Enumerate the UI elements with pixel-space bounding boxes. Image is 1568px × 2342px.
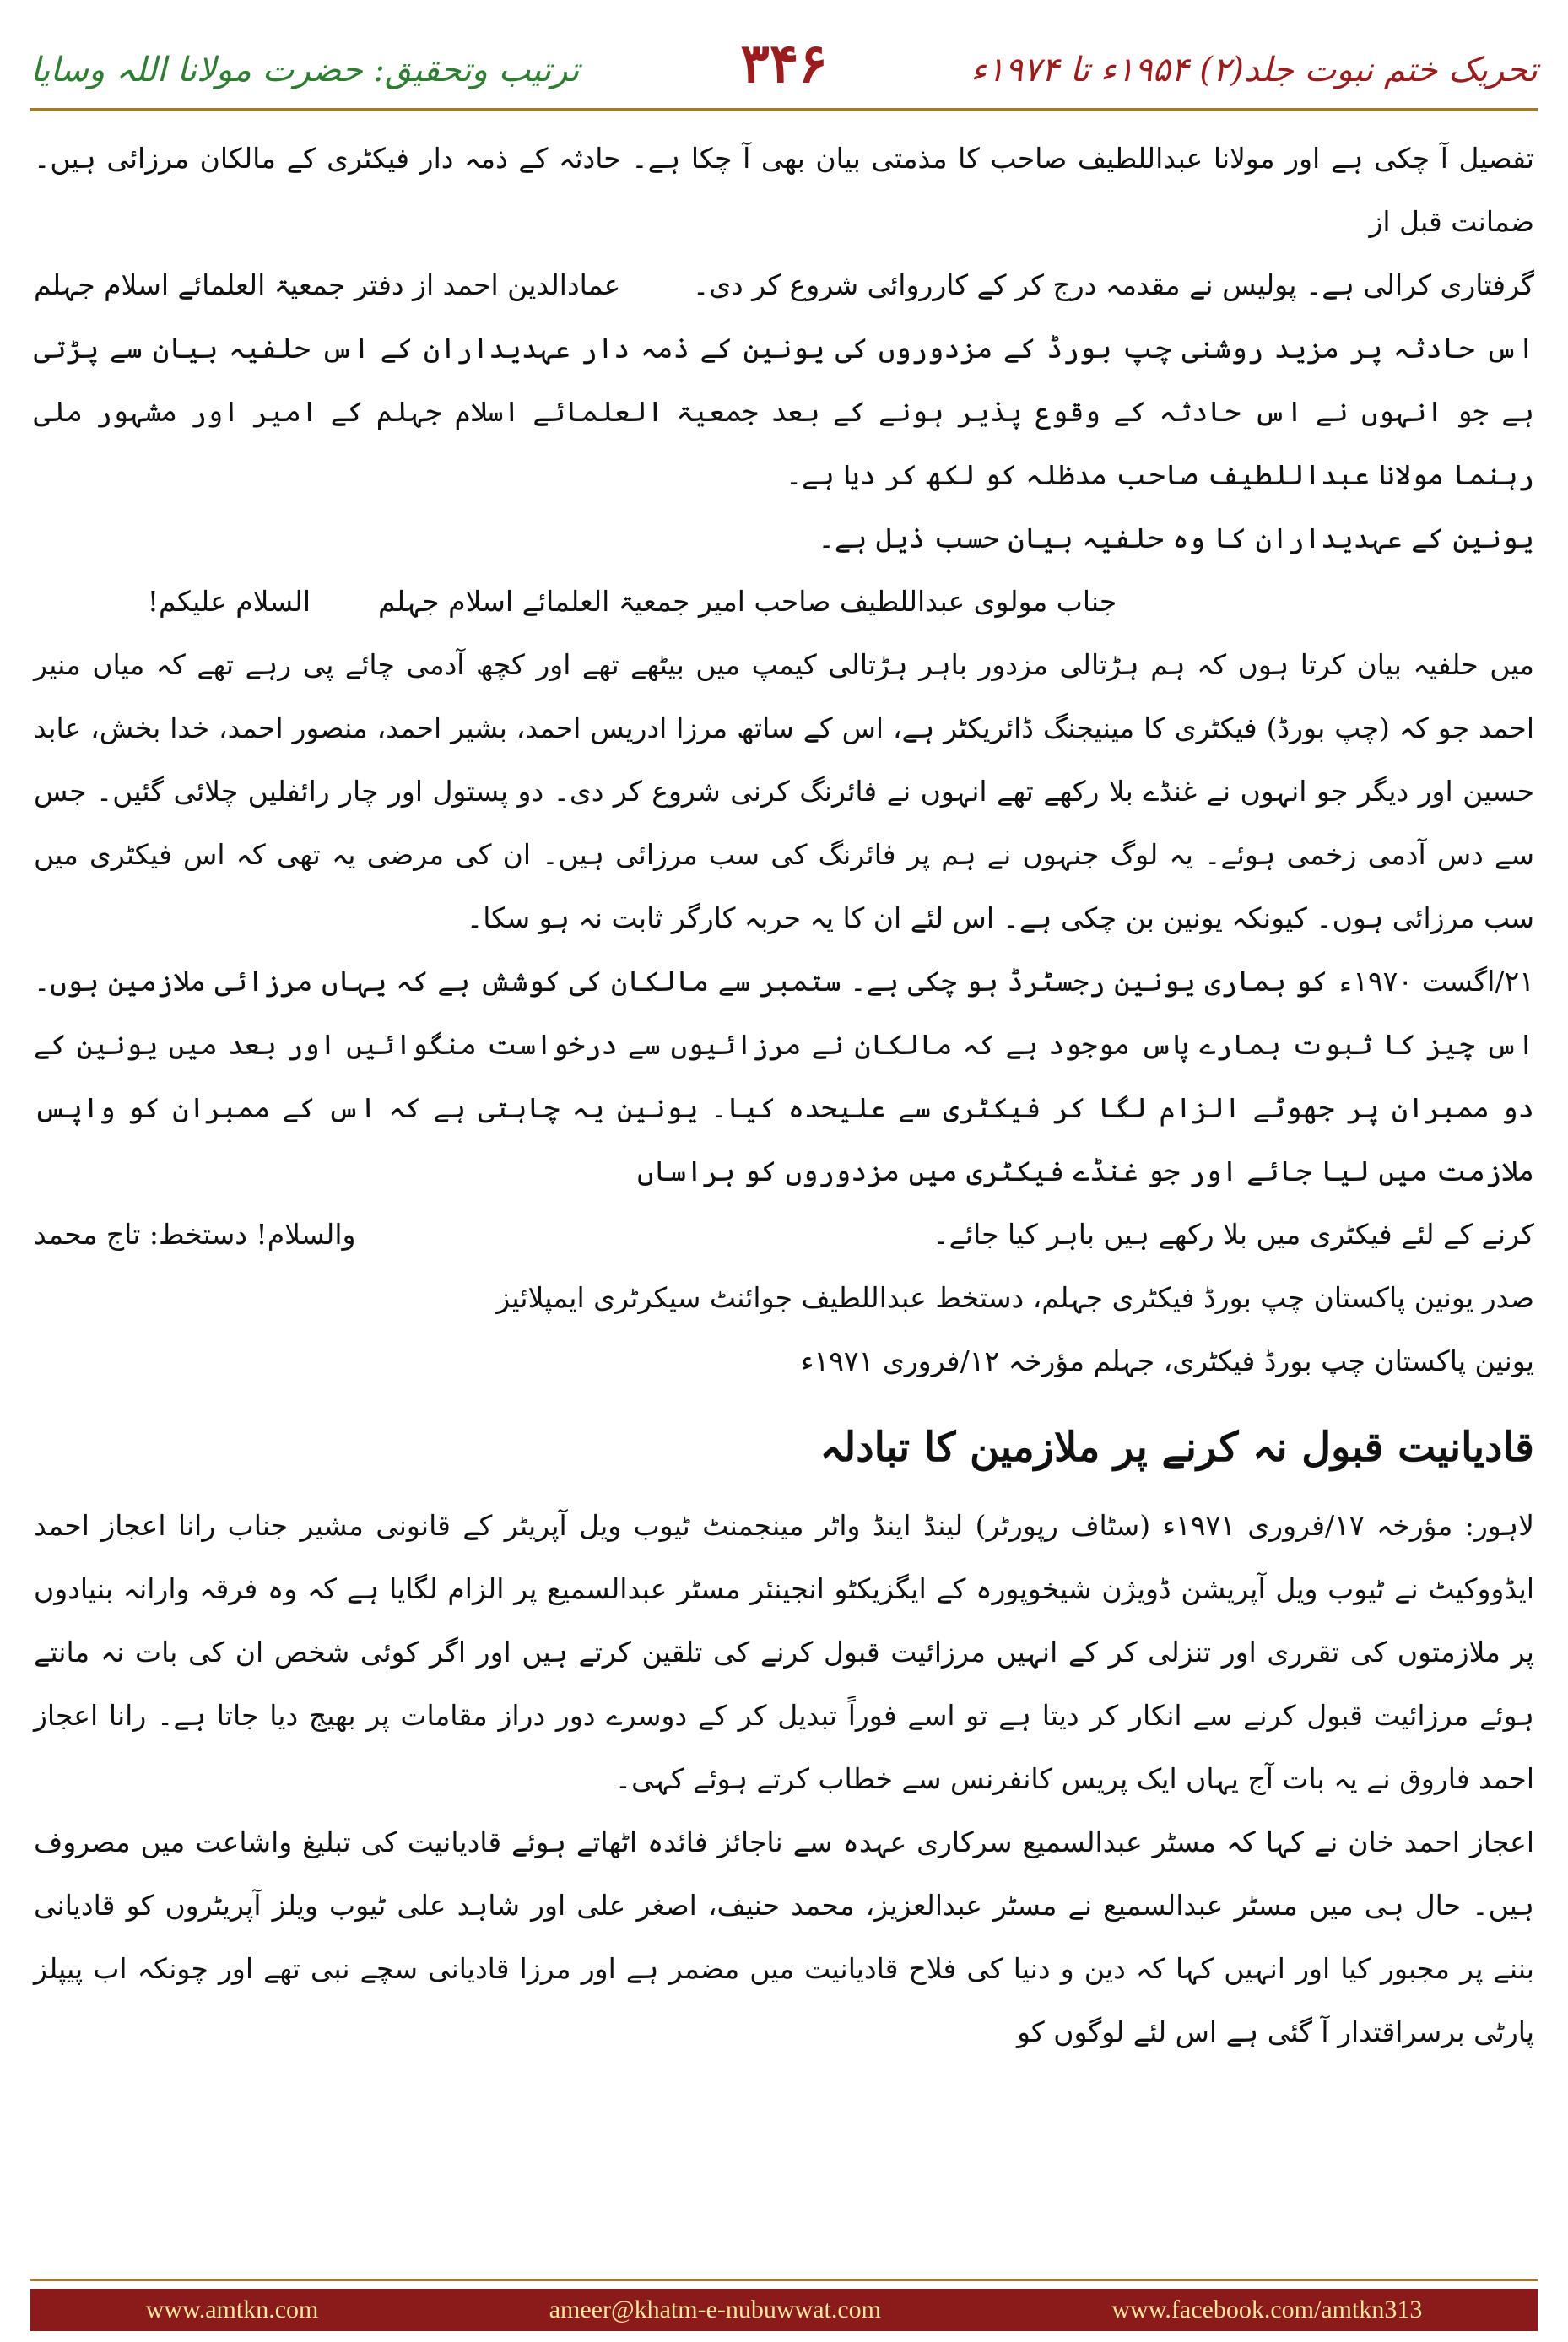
paragraph-6: ۲۱/اگست ۱۹۷۰ء کو ہماری یونین رجسٹرڈ ہو چکی ہے۔ ستمبر سے مالکان کی کوشش ہے کہ یہاں مرزائی ملازمین ہوں۔ اس چیز کا ثبوت ہمارے پاس موجود ہے کہ مالکان نے مرزائیوں سے درخواست منگوائیں اور بعد میں یونین کے دو ممبران پر جھوٹے الزام لگا کر فیکٹری سے علیحدہ کیا۔ یونین یہ چاہتی ہے کہ اس کے ممبران کو واپس ملازمت میں لیا جائے اور جو غنڈے فیکٹری میں مزدوروں کو ہراساں (34, 965, 1534, 1187)
compiler-credit: ترتیب وتحقیق: حضرت مولانا اللہ وسایا (30, 51, 580, 89)
page-header (30, 19, 1538, 120)
page-body (34, 127, 1534, 2249)
paragraph-9: اعجاز احمد خان نے کہا کہ مسٹر عبدالسمیع سرکاری عہدہ سے ناجائز فائدہ اٹھاتے ہوئے قادیانیت کی تبلیغ واشاعت میں مصروف ہیں۔ حال ہی میں مسٹر عبدالسمیع نے مسٹر عبدالعزیز، محمد حنیف، اصغر علی اور شاہد علی ٹیوب ویلز آپریٹروں کو قادیانی بننے پر مجبور کیا اور انہیں کہا کہ دین و دنیا کی فلاح قادیانیت میں مضمر ہے اور مرزا قادیانی سچے نبی تھے اور چونکہ اب پیپلز پارٹی برسراقتدار آ گئی ہے اس لئے لوگوں کو (34, 1825, 1534, 2048)
salutation-greeting: السلام علیکم! (147, 585, 311, 618)
header-divider (30, 108, 1538, 111)
website-link[interactable]: www.amtkn.com (145, 2296, 319, 2323)
paragraph-4: یونین کے عہدیداران کا وہ حلفیہ بیان حسب ذیل ہے۔ (818, 522, 1534, 554)
facebook-link[interactable]: www.facebook.com/amtkn313 (1111, 2296, 1423, 2323)
paragraph-7-text: کرنے کے لئے فیکٹری میں بلا رکھے ہیں باہر کیا جائے۔ (933, 1218, 1534, 1251)
paragraph-2-signature: عمادالدین احمد از دفتر جمعیۃ العلمائے اسلام جہلم (34, 268, 621, 301)
paragraph-8: لاہور: مؤرخہ ۱۷/فروری ۱۹۷۱ء (سٹاف رپورٹر) لینڈ اینڈ واٹر مینجمنٹ ٹیوب ویل آپریٹر کے قانونی مشیر جناب رانا اعجاز احمد ایڈووکیٹ نے ٹیوب ویل آپریشن ڈویژن شیخوپورہ کے ایگزیکٹو انجینئر مسٹر عبدالسمیع پر الزام لگایا ہے کہ وہ فرقہ وارانہ بنیادوں پر ملازمتوں کی تقرری اور تنزلی کر کے انہیں مرزائیت قبول کرنے کی تلقین کرتے ہیں اور اگر کوئی شخص ان کی بات نہ مانتے ہوئے مرزائیت قبول کرنے سے انکار کر دیتا ہے تو اسے فوراً تبدیل کر کے دوسرے دور دراز مقامات پر بھیج دیا جاتا ہے۔ رانا اعجاز احمد فاروق نے یہ بات آج یہاں ایک پریس کانفرنس سے خطاب کرتے ہوئے کہی۔ (34, 1509, 1535, 1795)
paragraph-7 (34, 1203, 1534, 1266)
email-link[interactable]: ameer@khatm-e-nubuwwat.com (549, 2296, 882, 2323)
signature-line-1: صدر یونین پاکستان چپ بورڈ فیکٹری جہلم، دستخط عبداللطیف جوائنٹ سیکرٹری ایمپلائیز (496, 1281, 1534, 1314)
paragraph-7-signature: والسلام! دستخط: تاج محمد (34, 1218, 356, 1251)
book-title: تحریک ختم نبوت جلد(۲) ۱۹۵۴ء تا ۱۹۷۴ء (971, 51, 1538, 89)
salutation-addressee: جناب مولوی عبداللطیف صاحب امیر جمعیۃ العلمائے اسلام جہلم (378, 585, 1117, 618)
salutation (34, 570, 1534, 633)
paragraph-5: میں حلفیہ بیان کرتا ہوں کہ ہم ہڑتالی مزدور باہر ہڑتالی کیمپ میں بیٹھے تھے اور کچھ آدمی چائے پی رہے تھے کہ میاں منیر احمد جو کہ (چپ بورڈ) فیکٹری کا مینیجنگ ڈائریکٹر ہے، اس کے ساتھ مرزا ادریس احمد، بشیر احمد، منصور احمد، خدا بخش، عابد حسین اور دیگر جو انہوں نے غنڈے بلا رکھے تھے انہوں نے فائرنگ کرنی شروع کر دی۔ دو پستول اور چار رائفلیں چلائی گئیں۔ جس سے دس آدمی زخمی ہوئے۔ یہ لوگ جنہوں نے ہم پر فائرنگ کی سب مرزائی ہیں۔ ان کی مرضی یہ تھی کہ اس فیکٹری میں سب مرزائی ہوں۔ کیونکہ یونین بن چکی ہے۔ اس لئے ان کا یہ حربہ کارگر ثابت نہ ہو سکا۔ (34, 648, 1534, 934)
footer-divider (30, 2279, 1538, 2281)
section-heading: قادیانیت قبول نہ کرنے پر ملازمین کا تبادلہ (819, 1424, 1534, 1471)
paragraph-1: تفصیل آ چکی ہے اور مولانا عبداللطیف صاحب کا مذمتی بیان بھی آ چکا ہے۔ حادثہ کے ذمہ دار فیکٹری کے مالکان مرزائی ہیں۔ ضمانت قبل از (34, 142, 1534, 238)
page-footer (30, 2289, 1538, 2331)
paragraph-2 (34, 253, 1534, 316)
paragraph-2-text: گرفتاری کرالی ہے۔ پولیس نے مقدمہ درج کر کے کارروائی شروع کر دی۔ (692, 268, 1534, 301)
signature-line-2: یونین پاکستان چپ بورڈ فیکٹری، جہلم مؤرخہ ۱۲/فروری ۱۹۷۱ء (800, 1344, 1534, 1377)
page-number: ۳۴۶ (740, 32, 828, 95)
paragraph-3: اس حادثہ پر مزید روشنی چپ بورڈ کے مزدوروں کی یونین کے ذمہ دار عہدیداران کے اس حلفیہ بیان سے پڑتی ہے جو انہوں نے اس حادثہ کے وقوع پذیر ہونے کے بعد جمعیۃ العلمائے اسلام جہلم کے امیر اور مشہور ملی رہنما مولانا عبداللطیف صاحب مدظلہ کو لکھ کر دیا ہے۔ (34, 332, 1534, 491)
